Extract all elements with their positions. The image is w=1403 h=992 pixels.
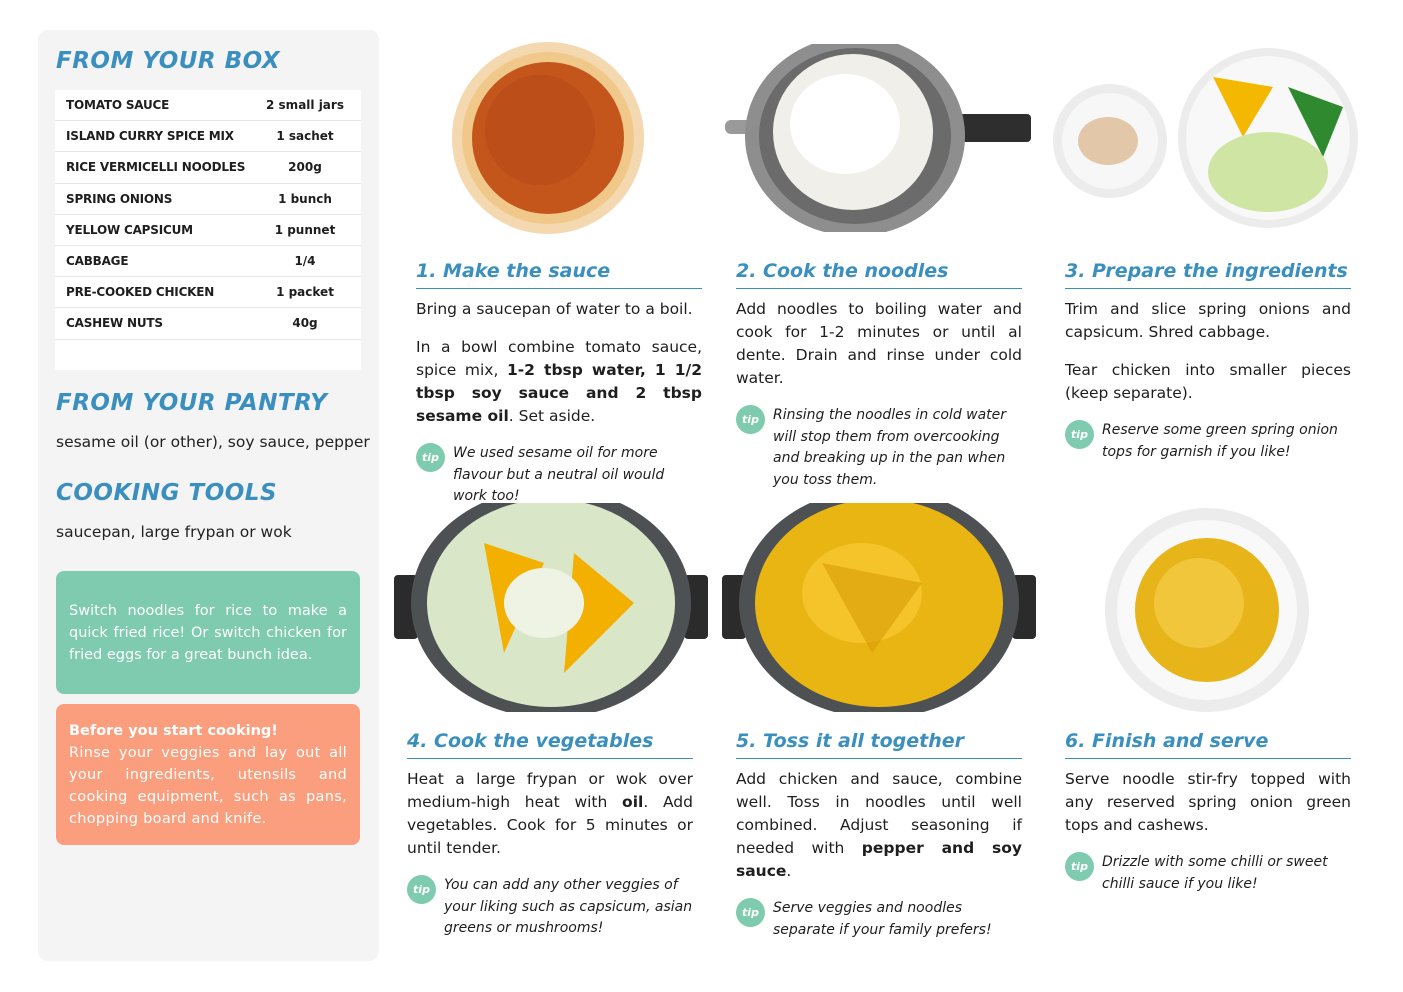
ingredient-qty: 1/4: [294, 254, 316, 269]
ingredient-qty: 1 punnet: [274, 222, 336, 237]
table-row: [55, 90, 361, 121]
step-5-text: [736, 768, 1022, 883]
ingredient-qty: 1 packet: [276, 285, 334, 300]
step-1-text: Bring a saucepan of water to a boil.: [416, 300, 693, 318]
step-3-tip: [1065, 420, 1351, 463]
step-1-text-2a: In a bowl combine tomato sauce, spice mix,: [416, 338, 702, 379]
step-6-text: Serve noodle stir-fry topped with any reserved spring onion green tops and cashews.: [1065, 770, 1351, 834]
step-1-title: 1. Make the sauce: [416, 260, 702, 289]
step-6: [1065, 730, 1351, 895]
before-you-start-text: Rinse your veggies and lay out all your ingredients, utensils and cooking equipment, such as pans, chopping board and knife.: [69, 745, 347, 827]
step-1: [416, 260, 702, 508]
step-4-text: [407, 768, 693, 860]
tools-text: saucepan, large frypan or wok: [56, 523, 292, 541]
tip-badge: tip: [1065, 852, 1094, 881]
table-row: [55, 308, 361, 339]
step-2: [736, 260, 1022, 491]
step-3-text: Trim and slice spring onions and capsicum. Shred cabbage.: [1065, 300, 1351, 341]
step-4: [407, 730, 693, 940]
step-1-text-2: [416, 336, 702, 428]
from-your-box-heading: FROM YOUR BOX: [56, 48, 281, 74]
finished-dish-photo: [1104, 508, 1310, 712]
ingredient-name: TOMATO SAUCE: [66, 98, 170, 113]
ingredient-qty: 200g: [288, 160, 322, 175]
ingredient-name: YELLOW CAPSICUM: [66, 222, 193, 237]
step-4-tip-text: You can add any other veggies of your liking such as capsicum, asian greens or mushrooms!: [444, 877, 693, 936]
vegetables-pan-photo: [394, 503, 708, 712]
ingredient-name: RICE VERMICELLI NOODLES: [66, 160, 246, 175]
step-5-text-c: .: [786, 862, 792, 880]
prepared-ingredients-photo: [1053, 47, 1359, 229]
before-you-start-box: [56, 704, 360, 845]
step-6-tip: [1065, 852, 1351, 895]
ingredient-name: CABBAGE: [66, 254, 129, 269]
step-3: [1065, 260, 1351, 463]
ingredients-table: [55, 90, 361, 370]
step-4-tip: [407, 875, 693, 940]
table-row: [55, 184, 361, 215]
step-3-body: [1065, 298, 1351, 405]
step-4-title: 4. Cook the vegetables: [407, 730, 693, 759]
step-2-tip-text: Rinsing the noodles in cold water will stop them from overcooking and breaking up in the pan when you toss them.: [773, 407, 1007, 488]
step-2-text: Add noodles to boiling water and cook for 1-2 minutes or until al dente. Drain and rinse under cold water.: [736, 300, 1022, 387]
step-6-body: [1065, 768, 1351, 837]
table-row: [55, 246, 361, 277]
step-5-tip: [736, 898, 1022, 941]
sidebar: [38, 30, 379, 961]
step-1-text-2b: 1-2 tbsp water, 1 1/2 tbsp soy sauce and 2 tbsp sesame oil: [416, 361, 702, 425]
from-your-pantry-heading: FROM YOUR PANTRY: [56, 390, 328, 416]
cooking-tools-heading: COOKING TOOLS: [56, 480, 278, 506]
step-5-body: [736, 768, 1022, 883]
table-row: [55, 152, 361, 183]
before-you-start-title: Before you start cooking!: [69, 723, 278, 739]
ingredient-qty: 1 sachet: [276, 129, 334, 144]
step-5-tip-text: Serve veggies and noodles separate if your family prefers!: [773, 900, 992, 938]
step-3-tip-text: Reserve some green spring onion tops for garnish if you like!: [1102, 422, 1338, 460]
green-tip-box: [56, 571, 360, 694]
step-5-text-a: Add chicken and sauce, combine well. Toss in noodles until well combined. Adjust seasoning if needed with: [736, 770, 1022, 857]
tip-badge: tip: [416, 443, 445, 472]
step-1-tip-text: We used sesame oil for more flavour but a neutral oil would work too!: [453, 445, 665, 504]
ingredient-name: PRE-COOKED CHICKEN: [66, 285, 215, 300]
table-row: [55, 215, 361, 246]
ingredient-name: CASHEW NUTS: [66, 316, 163, 331]
step-1-tip: [416, 443, 702, 508]
step-2-body: [736, 298, 1022, 390]
green-tip-text: Switch noodles for rice to make a quick fried rice! Or switch chicken for fried eggs for a great bunch idea.: [69, 603, 347, 663]
step-2-title: 2. Cook the noodles: [736, 260, 1022, 289]
tip-badge: tip: [407, 875, 436, 904]
step-5-text-b: pepper and soy sauce: [736, 839, 1022, 880]
tip-badge: tip: [1065, 420, 1094, 449]
step-1-body: [416, 298, 702, 428]
step-1-text-2c: . Set aside.: [508, 407, 596, 425]
step-3-text-2: Tear chicken into smaller pieces (keep separate).: [1065, 361, 1351, 402]
step-4-text-c: . Add vegetables. Cook for 5 minutes or until tender.: [407, 793, 693, 857]
table-row: [55, 277, 361, 308]
tip-badge: tip: [736, 898, 765, 927]
step-5-title: 5. Toss it all together: [736, 730, 1022, 759]
step-5: [736, 730, 1022, 941]
step-6-title: 6. Finish and serve: [1065, 730, 1351, 759]
ingredient-name: ISLAND CURRY SPICE MIX: [66, 129, 234, 144]
noodles-colander-photo: [725, 44, 1031, 232]
step-3-title: 3. Prepare the ingredients: [1065, 260, 1351, 289]
ingredient-qty: 40g: [292, 316, 318, 331]
step-4-text-b: oil: [622, 793, 644, 811]
step-2-tip: [736, 405, 1022, 491]
ingredient-name: SPRING ONIONS: [66, 191, 173, 206]
toss-together-pan-photo: [722, 503, 1036, 712]
table-row: [55, 121, 361, 152]
step-4-body: [407, 768, 693, 860]
tip-badge: tip: [736, 405, 765, 434]
ingredient-qty: 2 small jars: [266, 98, 344, 113]
ingredient-qty: 1 bunch: [278, 191, 332, 206]
step-6-tip-text: Drizzle with some chilli or sweet chilli sauce if you like!: [1102, 854, 1328, 892]
step-4-text-a: Heat a large frypan or wok over medium-high heat with: [407, 770, 693, 811]
sauce-bowl-photo: [450, 40, 646, 236]
pantry-text: sesame oil (or other), soy sauce, pepper: [56, 433, 370, 451]
